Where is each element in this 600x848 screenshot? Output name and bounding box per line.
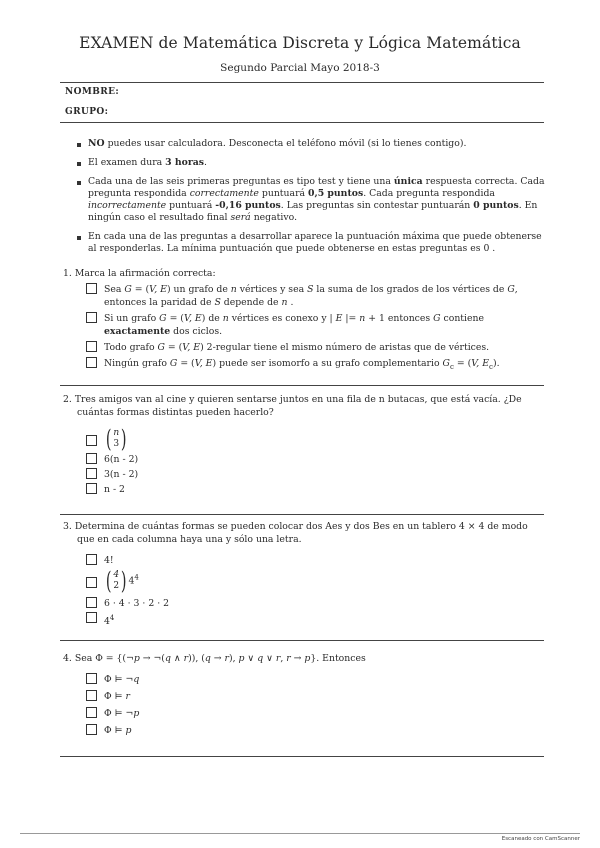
binomial-coefficient — [104, 569, 128, 593]
math-variable: G — [433, 313, 441, 324]
text-run: 4 — [104, 616, 110, 628]
answer-option — [86, 569, 545, 593]
text-run: vértices y sea — [236, 284, 308, 295]
checkbox[interactable] — [86, 597, 97, 608]
instructions-list — [76, 138, 546, 262]
text-run: ) puede ser isomorfo a su grafo complementario — [212, 358, 443, 369]
text-run: ∨ — [263, 653, 276, 664]
text-run: Sea — [104, 284, 125, 295]
math-variable: r — [275, 653, 281, 664]
text-run: . — [287, 297, 294, 308]
math-variable: q — [133, 674, 140, 685]
answer-option — [86, 468, 545, 481]
text-run: = ( — [131, 284, 150, 295]
divider — [60, 82, 544, 83]
binomial-stack — [113, 570, 119, 592]
binomial-coefficient — [104, 427, 129, 451]
instruction-item — [76, 157, 546, 169]
math-variable: p — [133, 708, 140, 719]
bold-text: NO — [88, 138, 105, 149]
bold-text: exactamente — [104, 326, 171, 337]
text-run: 6 · 4 · 3 · 2 · 2 — [104, 598, 170, 609]
text-run: = ( — [166, 313, 184, 324]
answer-option — [86, 312, 545, 338]
math-variable: E — [335, 313, 343, 324]
text-run: n - 2 — [104, 484, 125, 495]
text-run: En cada una de las preguntas a desarrollar aparece la puntuación máxima que puede obtenerse al responderlas. La mínima puntuación que puede obtenerse en estas preguntas es 0 . — [88, 231, 542, 254]
italic-text: incorrectamente — [88, 200, 167, 211]
text-run: → ¬( — [139, 653, 165, 664]
text-run: 3(n - 2) — [104, 469, 139, 480]
answer-option — [86, 427, 545, 451]
math-variable: q — [257, 653, 264, 664]
checkbox[interactable] — [86, 468, 97, 479]
bold-text: 0,5 puntos — [308, 188, 364, 199]
math-variable: G — [442, 358, 450, 369]
binomial-bottom: 2 — [113, 581, 120, 591]
checkbox[interactable] — [86, 690, 97, 701]
math-variable: p — [125, 725, 132, 736]
text-run: vértices es conexo y | — [228, 313, 336, 324]
text-run: ), — [228, 653, 239, 664]
math-variable: V, E — [194, 358, 213, 369]
text-run: El examen dura — [88, 157, 166, 168]
checkbox[interactable] — [86, 283, 97, 294]
text-run: ∧ — [170, 653, 184, 664]
instruction-item — [76, 176, 546, 224]
italic-text: será — [230, 212, 251, 223]
text-run: , — [280, 653, 287, 664]
math-variable: r — [224, 653, 229, 664]
checkbox[interactable] — [86, 357, 97, 368]
question-text — [63, 267, 545, 280]
checkbox[interactable] — [86, 483, 97, 494]
exam-title: EXAMEN de Matemática Discreta y Lógica Matemática — [79, 34, 521, 52]
superscript: 4 — [134, 573, 139, 582]
divider — [60, 756, 544, 757]
checkbox[interactable] — [86, 724, 97, 735]
math-variable: V, E — [182, 342, 201, 353]
answer-option — [86, 283, 545, 309]
math-variable: G — [124, 284, 132, 295]
checkbox[interactable] — [86, 435, 97, 446]
text-run: ) un grafo de — [166, 284, 231, 295]
text-run: → — [290, 653, 305, 664]
text-run: Ningún grafo — [104, 358, 170, 369]
math-variable: G — [169, 358, 178, 369]
text-run: ∨ — [244, 653, 258, 664]
text-run: Determina de cuántas formas se pueden colocar dos Aes y dos Bes en un tablero 4 × 4 de modo que en cada columna haya una y sólo una letra. — [74, 521, 528, 545]
text-run: Φ ⊨ — [104, 691, 126, 702]
checkbox[interactable] — [86, 673, 97, 684]
text-run: Φ ⊨ ¬ — [104, 674, 134, 685]
math-variable: G — [159, 313, 167, 324]
page-edge — [20, 833, 580, 834]
text-run: puedes usar calculadora. Desconecta el teléfono móvil (si lo tienes contigo). — [104, 138, 467, 149]
checkbox[interactable] — [86, 312, 97, 323]
answer-option — [86, 673, 545, 686]
answer-option — [86, 453, 545, 466]
math-variable: n — [230, 284, 237, 295]
question-1 — [63, 267, 545, 374]
math-variable: V, E — [149, 284, 167, 295]
question-3 — [63, 520, 545, 628]
math-variable: S — [214, 297, 221, 308]
answer-option — [86, 724, 545, 737]
exam-subtitle: Segundo Parcial Mayo 2018-3 — [220, 62, 380, 74]
text-run: }. Entonces — [310, 653, 366, 664]
math-variable: n — [359, 313, 366, 324]
bold-text: 0 puntos — [473, 200, 519, 211]
scanner-watermark: Escaneado con CamScanner — [501, 836, 580, 842]
text-run: Cada una de las seis primeras preguntas es tipo test y tiene una — [88, 176, 394, 187]
checkbox[interactable] — [86, 341, 97, 352]
text-run: = ( — [177, 358, 195, 369]
text-run: contiene — [440, 313, 485, 324]
question-text — [63, 520, 545, 546]
left-paren: ( — [105, 425, 112, 453]
text-run: respuesta correcta. Cada pregunta respondida — [88, 176, 545, 199]
text-run: Sea Φ = {(¬ — [74, 653, 134, 664]
checkbox[interactable] — [86, 554, 97, 565]
instruction-item — [76, 231, 546, 255]
divider — [60, 385, 544, 386]
text-run: = ( — [164, 342, 183, 353]
bold-text: -0,16 puntos — [215, 200, 281, 211]
text-run: ) 2-regular tiene el mismo número de aristas que de vértices. — [200, 342, 490, 353]
answer-option — [86, 707, 545, 720]
math-variable: p — [304, 653, 311, 664]
binomial-stack — [113, 428, 119, 450]
question-number: 1. — [63, 268, 75, 279]
text-run: Marca la afirmación correcta: — [74, 268, 216, 279]
checkbox[interactable] — [86, 612, 97, 623]
text-run: negativo. — [250, 212, 298, 223]
checkbox[interactable] — [86, 453, 97, 464]
binomial-top: 4 — [113, 570, 120, 580]
math-variable: S — [307, 284, 314, 295]
subscript: c — [449, 362, 454, 371]
question-number: 3. — [63, 521, 75, 532]
answer-option — [86, 690, 545, 703]
question-number: 2. — [63, 394, 75, 405]
text-run: . Las preguntas sin contestar puntuarán — [280, 200, 474, 211]
checkbox[interactable] — [86, 707, 97, 718]
answer-option — [86, 597, 545, 610]
math-variable: p — [133, 653, 140, 664]
text-run: dos ciclos. — [170, 326, 223, 337]
question-2 — [63, 393, 545, 496]
instruction-item — [76, 138, 546, 150]
checkbox[interactable] — [86, 577, 97, 588]
right-paren: ) — [121, 425, 127, 453]
math-variable: q — [204, 653, 211, 664]
name-label: NOMBRE: — [65, 87, 120, 97]
text-run: la suma de los grados de los vértices de — [313, 284, 508, 295]
divider — [60, 640, 544, 641]
question-text — [63, 652, 545, 665]
math-variable: G — [157, 342, 165, 353]
group-label: GRUPO: — [65, 107, 109, 117]
subscript: c — [489, 362, 493, 371]
text-run: 4! — [104, 555, 114, 566]
text-run: , entonces la paridad de — [104, 284, 518, 308]
text-run: 6(n - 2) — [104, 454, 139, 465]
text-run: |= — [342, 313, 360, 324]
answer-option — [86, 483, 545, 496]
answer-option — [86, 357, 545, 374]
answer-option — [86, 612, 545, 628]
text-run: + 1 entonces — [365, 313, 434, 324]
question-number: 4. — [63, 653, 75, 664]
bold-text: única — [393, 176, 423, 187]
italic-text: correctamente — [189, 188, 259, 199]
math-variable: r — [125, 691, 130, 702]
text-run: = ( — [453, 358, 472, 369]
binomial-bottom: 3 — [113, 439, 120, 449]
superscript: 4 — [109, 614, 115, 622]
right-paren: ) — [120, 567, 127, 595]
text-run: 4 — [128, 575, 135, 587]
math-variable: V, E — [471, 358, 490, 369]
text-run: . — [203, 157, 207, 168]
math-variable: r — [286, 653, 291, 664]
math-variable: n — [222, 313, 229, 324]
text-run: puntuará — [258, 188, 309, 199]
answer-option — [86, 554, 545, 567]
text-run: . Cada pregunta respondida — [363, 188, 495, 199]
math-variable: V, E — [183, 313, 202, 324]
text-run: )), ( — [188, 653, 205, 664]
text-run: Φ ⊨ ¬ — [104, 708, 134, 719]
math-variable: r — [183, 653, 189, 664]
bold-text: 3 horas — [165, 157, 204, 168]
binomial-top: n — [113, 428, 120, 438]
math-variable: n — [281, 297, 288, 308]
question-4 — [63, 652, 545, 737]
text-run: Si un grafo — [104, 313, 160, 324]
text-run: puntuará — [166, 200, 216, 211]
text-run: Todo grafo — [104, 342, 158, 353]
answer-option — [86, 341, 545, 354]
text-run: ). — [492, 358, 500, 369]
left-paren: ( — [105, 567, 112, 595]
math-variable: p — [238, 653, 245, 664]
math-variable: G — [507, 284, 515, 295]
divider — [60, 122, 544, 123]
question-text — [63, 393, 545, 419]
divider — [60, 514, 544, 515]
text-run: . En ningún caso el resultado final — [88, 200, 538, 223]
text-run: depende de — [220, 297, 282, 308]
text-run: ) de — [201, 313, 223, 324]
text-run: → — [210, 653, 225, 664]
math-variable: q — [164, 653, 171, 664]
text-run: Φ ⊨ — [104, 725, 126, 736]
text-run: Tres amigos van al cine y quieren sentarse juntos en una fila de n butacas, que está vacía. ¿De cuántas formas distintas pueden hacerlo? — [74, 394, 522, 418]
